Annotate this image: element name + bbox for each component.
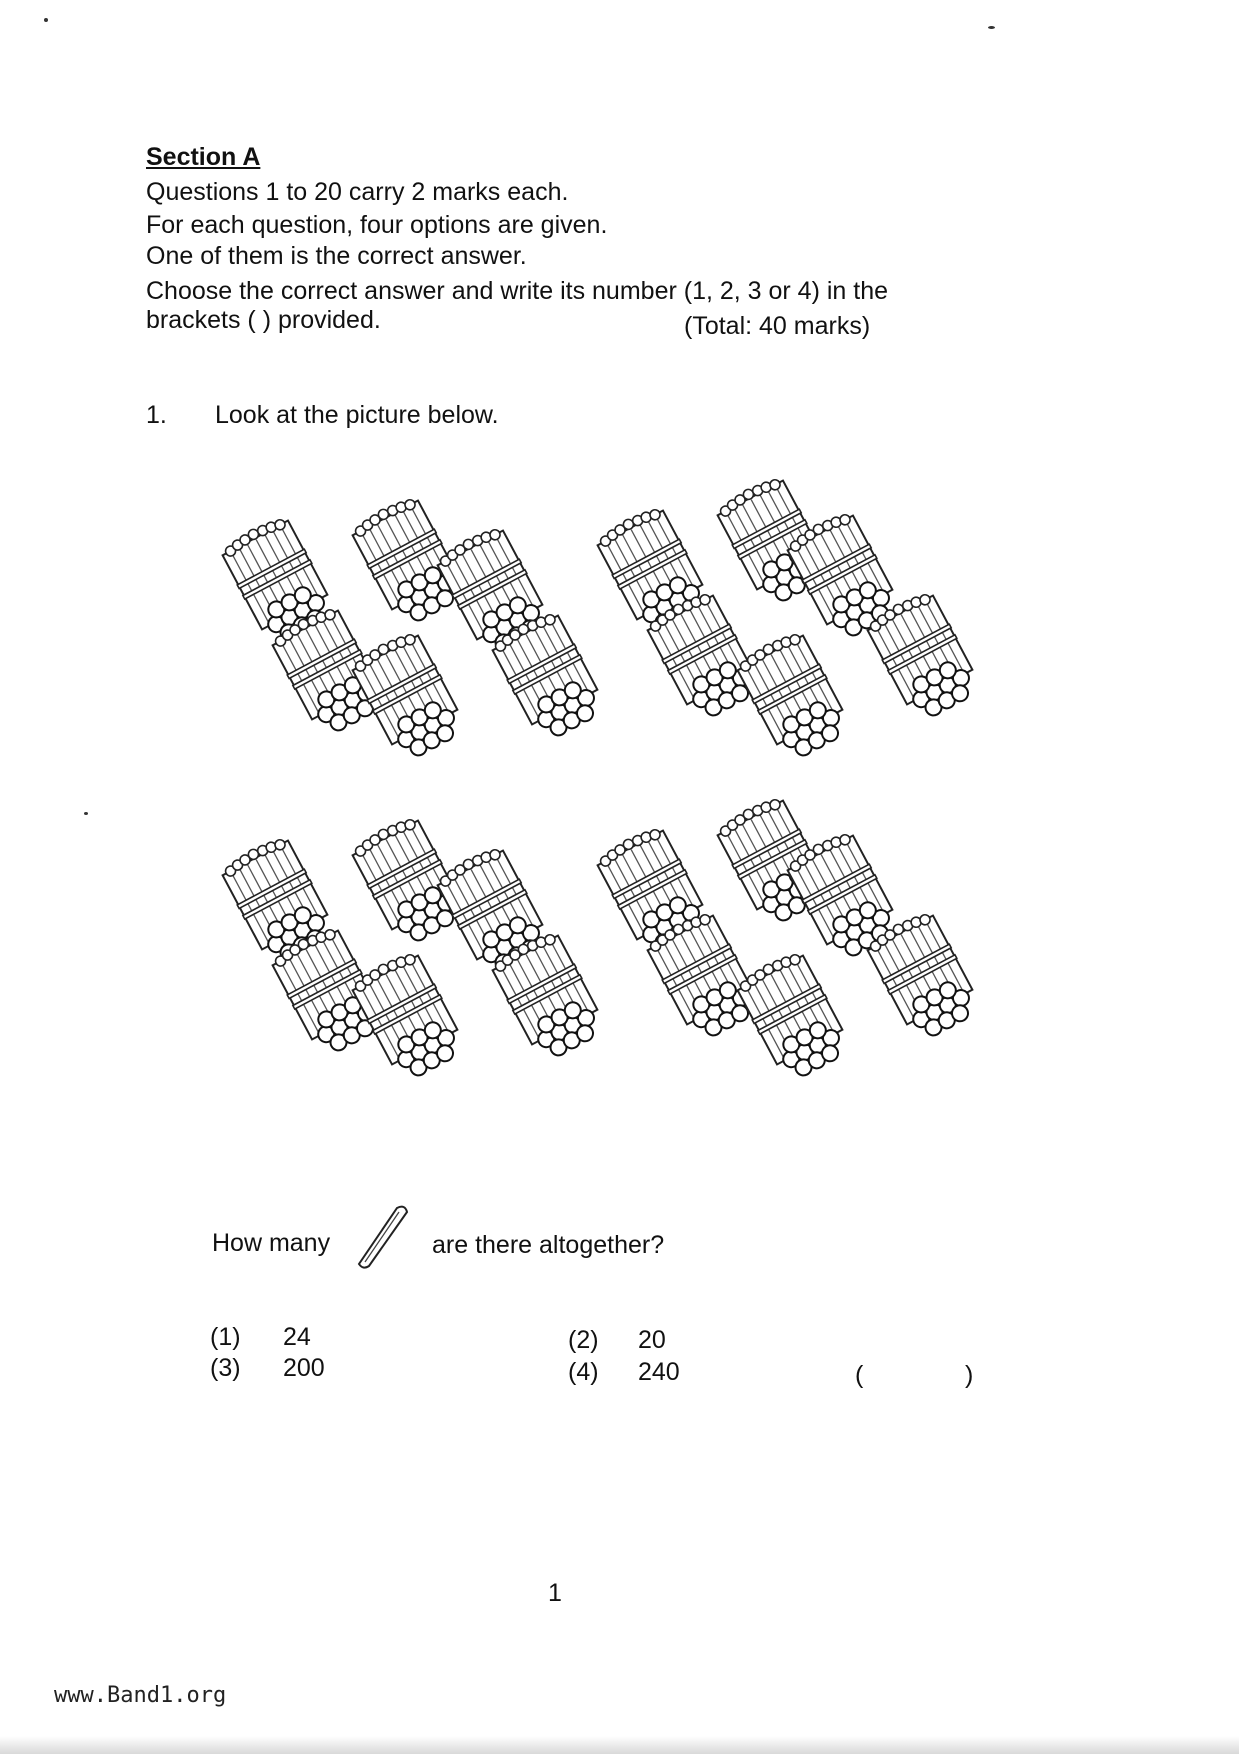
instruction-line: For each question, four options are given. — [146, 211, 608, 239]
stick-bundle — [733, 627, 855, 765]
instruction-line: Choose the correct answer and write its number (1, 2, 3 or 4) in the — [146, 277, 889, 305]
stick-bundle — [348, 947, 470, 1085]
question-prompt: Look at the picture below. — [215, 401, 499, 429]
scan-shadow — [0, 1736, 1239, 1754]
answer-bracket-close: ) — [965, 1361, 974, 1389]
option-value: 200 — [283, 1354, 325, 1382]
question-number: 1. — [146, 401, 167, 429]
option-label: (4) — [568, 1358, 599, 1386]
option-label: (3) — [210, 1354, 241, 1382]
question-ask-before: How many — [212, 1229, 331, 1257]
option-label: (1) — [210, 1323, 241, 1351]
option-value: 24 — [283, 1323, 311, 1351]
footer-url: www.Band1.org — [54, 1683, 227, 1708]
option-value: 20 — [638, 1326, 666, 1354]
total-marks: (Total: 40 marks) — [684, 312, 871, 340]
option-label: (2) — [568, 1326, 599, 1354]
stick-bundle — [733, 947, 855, 1085]
answer-bracket-open: ( — [855, 1361, 864, 1389]
instruction-line: One of them is the correct answer. — [146, 242, 527, 270]
option-value: 240 — [638, 1358, 680, 1386]
stick-icon — [353, 1202, 415, 1272]
instruction-line: brackets ( ) provided. — [146, 306, 381, 334]
page-number: 1 — [548, 1579, 562, 1607]
question-ask-after: are there altogether? — [432, 1231, 665, 1259]
stick-bundle — [348, 627, 470, 765]
section-title: Section A — [146, 143, 261, 171]
instruction-line: Questions 1 to 20 carry 2 marks each. — [146, 178, 569, 206]
